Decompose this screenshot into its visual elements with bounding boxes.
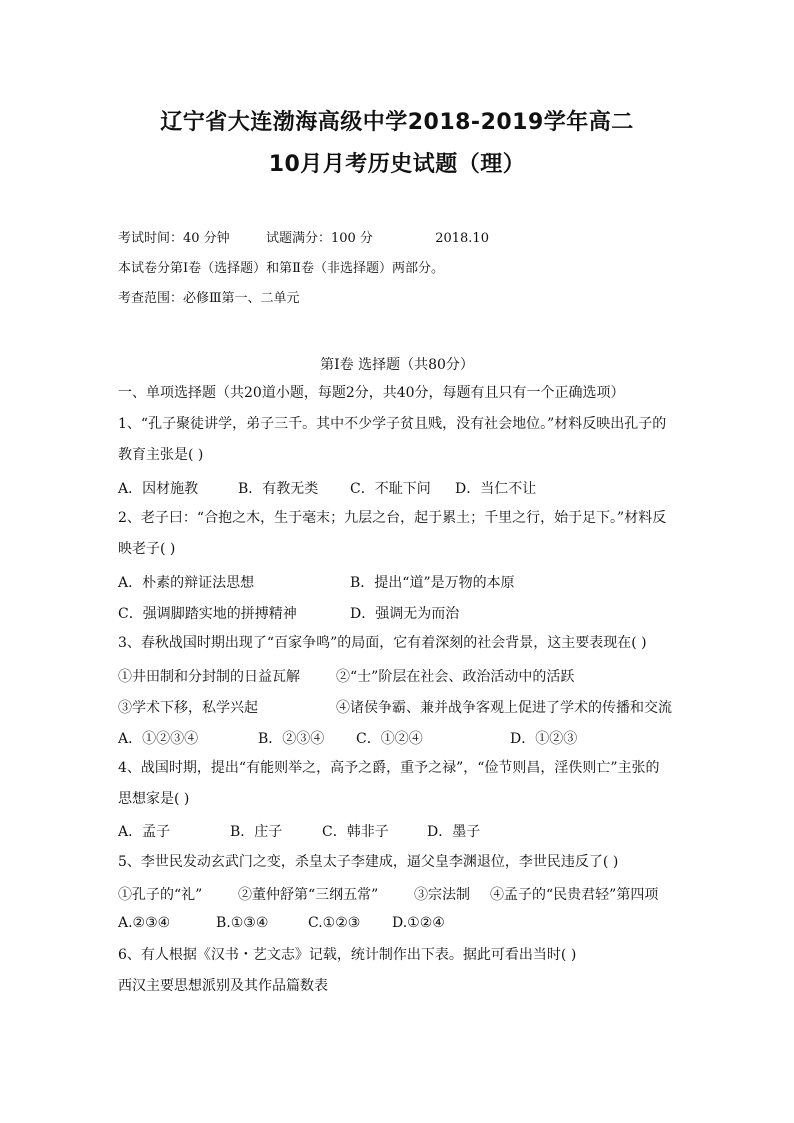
q2-option-c: C．强调脚踏实地的拼搏精神 (118, 606, 297, 622)
q1-option-b: B．有教无类 (238, 481, 319, 497)
q2-option-b: B．提出“道”是万物的本原 (350, 575, 515, 591)
question-4-line-1: 4、战国时期，提出“有能则举之，高予之爵，重予之禄”，“俭节则昌，淫佚则亡”主张的 (118, 760, 660, 776)
q1-option-d: D．当仁不让 (455, 481, 537, 497)
q3-option-b: B．②③④ (258, 731, 325, 747)
q5-item-2: ②董仲舒第“三纲五常” (238, 887, 379, 903)
question-1-line-2: 教育主张是( ) (118, 447, 204, 463)
exam-structure: 本试卷分第Ⅰ卷（选择题）和第Ⅱ卷（非选择题）两部分。 (118, 261, 444, 276)
exam-time: 考试时间：40 分钟 (118, 231, 230, 246)
q5-option-c: C.①②③ (308, 915, 361, 931)
q1-option-c: C．不耻下问 (350, 481, 431, 497)
section-title: 第Ⅰ卷 选择题（共80分） (320, 357, 474, 373)
q3-item-3: ③学术下移，私学兴起 (118, 700, 258, 716)
question-3-line-1: 3、春秋战国时期出现了“百家争鸣”的局面，它有着深刻的社会背景，这主要表现在( ) (118, 635, 647, 651)
question-2-line-1: 2、老子曰：“合抱之木，生于毫末；九层之台，起于累土；千里之行，始于足下。”材料反 (118, 510, 667, 526)
q5-item-1: ①孔子的“礼” (118, 887, 203, 903)
q3-option-c: C．①②④ (356, 731, 423, 747)
q3-item-4: ④诸侯争霸、兼并战争客观上促进了学术的传播和交流 (336, 700, 672, 716)
q1-option-a: A．因材施教 (118, 481, 199, 497)
q4-option-c: C．韩非子 (322, 824, 389, 840)
q5-item-3: ③宗法制 (414, 887, 470, 903)
q2-option-d: D．强调无为而治 (350, 606, 460, 622)
q5-option-a: A.②③④ (118, 915, 171, 931)
q5-option-b: B.①③④ (216, 915, 269, 931)
question-1-line-1: 1、“孔子聚徒讲学，弟子三千。其中不少学子贫且贱，没有社会地位。”材料反映出孔子的 (118, 416, 667, 432)
q5-item-4: ④孟子的“民贵君轻”第四项 (490, 887, 659, 903)
q4-option-b: B．庄子 (230, 824, 283, 840)
table-caption: 西汉主要思想派别及其作品篇数表 (118, 978, 328, 994)
q3-option-a: A．①②③④ (118, 731, 199, 747)
question-6-line-1: 6、有人根据《汉书・艺文志》记载，统计制作出下表。据此可看出当时( ) (118, 947, 577, 963)
q4-option-a: A．孟子 (118, 824, 171, 840)
question-2-line-2: 映老子( ) (118, 541, 176, 557)
q3-item-2: ②“士”阶层在社会、政治活动中的活跃 (336, 669, 575, 685)
q3-item-1: ①井田制和分封制的日益瓦解 (118, 669, 300, 685)
q2-option-a: A．朴素的辩证法思想 (118, 575, 255, 591)
full-score: 试题满分：100 分 (265, 231, 373, 246)
exam-title-line1: 辽宁省大连渤海高级中学2018-2019学年高二 (160, 110, 634, 135)
exam-meta-row (118, 230, 489, 248)
question-4-line-2: 思想家是( ) (118, 791, 190, 807)
q4-option-d: D．墨子 (427, 824, 481, 840)
exam-title-line2: 10月月考历史试题（理） (268, 152, 526, 177)
exam-date: 2018.10 (435, 231, 489, 246)
question-5-line-1: 5、李世民发动玄武门之变，杀皇太子李建成，逼父皇李渊退位，李世民违反了( ) (118, 854, 619, 870)
q5-option-d: D.①②④ (392, 915, 445, 931)
q3-option-d: D．①②③ (510, 731, 578, 747)
section-instructions: 一、单项选择题（共20道小题，每题2分，共40分，每题有且只有一个正确选项） (118, 385, 625, 401)
exam-scope: 考查范围：必修Ⅲ第一、二单元 (118, 291, 300, 306)
